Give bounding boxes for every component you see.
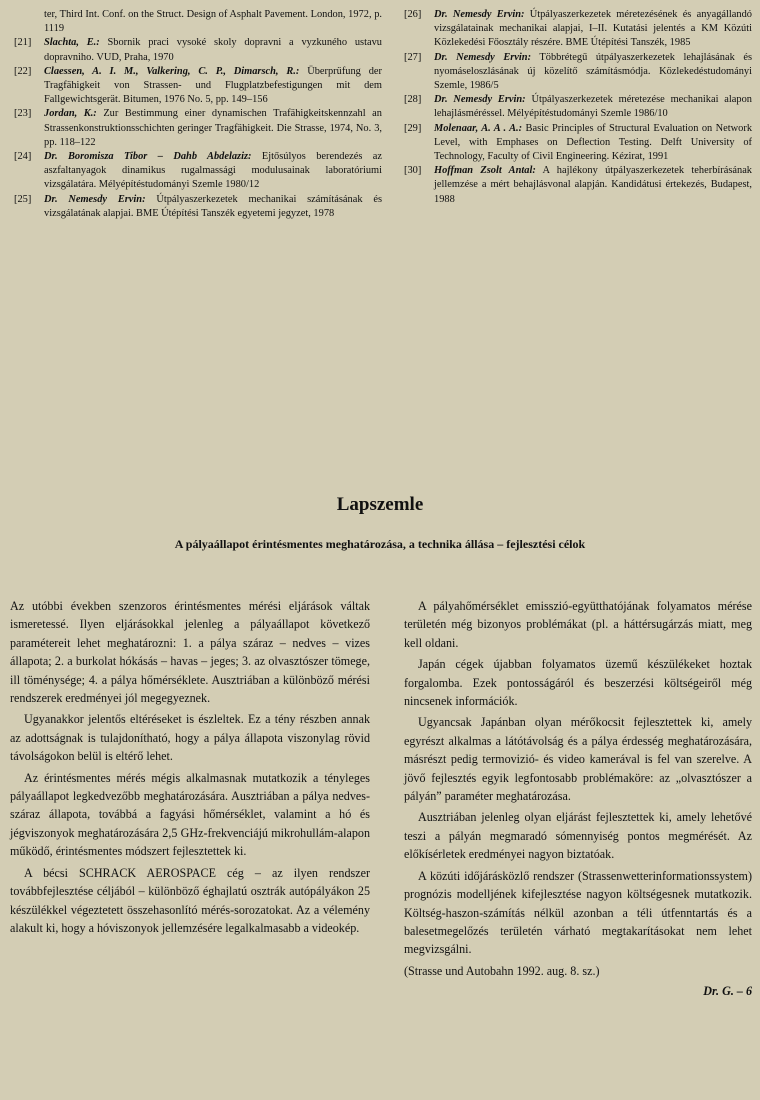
reference-item [404,164,752,207]
reference-text: Basic Principles of Structural Evaluation on Network Level, with Emphases on Deflection Testing. Delft University of Technology, Faculty of Civil Engineering. Kézirat, 1991 [434,122,753,163]
reference-author: Jordan, K.: [44,108,97,120]
article-left-column [10,597,370,940]
reference-item [14,107,382,150]
reference-item [14,150,382,193]
reference-text: Útpályaszerkezetek méretezésének és anyagállandó vizsgálatainak mechanikai alapjai, I–II. Kutatási jelentés a KM Közúti Közlekedési Főosztály részére. BME Útépítési Tanszék, 1985 [434,9,752,49]
author-signature: Dr. G. – 6 [703,984,752,999]
reference-number: [29] [404,122,422,134]
paragraph: A pályahőmérséklet emisszió-együtthatójának folyamatos mérése területén még bizonyos problémákat (pl. a háttérsugárzás miatt, meg kell oldani. [404,599,752,650]
reference-number: [22] [14,65,32,77]
references-right-column [404,8,752,207]
reference-text: Útpályaszerkezetek méretezése mechanikai alapon lehajlásméréssel. Mélyépítéstudományi Szemle 1986/10 [434,94,753,120]
reference-author: Dr. Nemesdy Ervin: [44,193,146,205]
paragraph: Ugyanakkor jelentős eltéréseket is észleltek. Ez a tény részben annak az adottságnak is tulajdonítható, hogy a pálya állapota viszonylag rövid távolságokon belül is eltérő lehet. [10,712,370,764]
reference-text: Többrétegű útpályaszerkezetek lehajlásának és nyomáseloszlásának új közelítő számításmódja. Közlekedéstudományi Szemle, 1986/5 [434,51,752,92]
reference-number: [25] [14,193,32,205]
section-title: Lapszemle [336,494,424,515]
reference-number: [30] [404,165,422,177]
reference-author: Dr. Nemesdy Ervin: [434,9,525,20]
paragraph: Az érintésmentes mérés mégis alkalmasnak mutatkozik a tényleges pályaállapot legkedvezőbb meghatározására. Ausztriában a pálya nedves-száraz állapota, továbbá a fagyási hőmérséklet, valamint a hó és jégviszonyok meghatározására 2,5 GHz-frekvenciájú mikrohullám-alapon működő, érintésmentes módszert fejlesztettek ki. [10,770,370,859]
reference-number: [28] [404,94,422,106]
reference-author: Dr. Nemesdy Ervin: [434,94,526,106]
references-left-column [14,8,382,221]
reference-author: Hoffman Zsolt Antal: [434,165,536,177]
reference-author: Slachta, E.: [44,37,100,49]
reference-text: Útpályaszerkezetek mechanikai számításának és vizsgálatának alapjai. BME Útépítési Tanszék egyetemi jegyzet, 1978 [44,193,382,219]
paragraph: Az utóbbi években szenzoros érintésmentes mérési eljárások váltak ismeretessé. Ilyen eljárásokkal jelenleg a pályaállapot következő paramétereit lehet meghatározni: 1. a pálya száraz – nedves – vizes állapota; 2. a burkolat hókásás – havas – jeges; 3. az olvasztószer tömege, ill töménysége; 4. a pálya hőmérséklete. Ausztriában a különböző mérési rendszerek eredményei jól megegyeznek. [10,599,370,706]
reference-author: Claessen, A. I. M., Valkering, C. P., Dimarsch, R.: [44,65,300,77]
reference-number: [27] [404,51,422,63]
reference-number: [26] [404,9,422,20]
reference-continuation: ter, Third Int. Conf. on the Struct. Design of Asphalt Pavement. London, 1972, p. 1119 [44,9,382,35]
reference-item [404,8,752,51]
reference-text: Überprüfung der Tragfähigkeit von Strassen- und Flugplatzbefestigungen mit dem Fallgewichtsgerät. Bitumen, 1976 No. 5, pp. 149–156 [44,65,382,106]
paragraph: Ugyancsak Japánban olyan mérőkocsit fejlesztettek ki, amely egyrészt alkalmas a látótávolság és a pálya érdesség meghatározására, másrészt pedig termovizió- és video kamerával is fel van szerelve. A jövő fejlesztés egyik legfontosabb problémaköre: az „olvasztószer a pályán” paraméter meghatározása. [404,715,752,804]
paragraph: Ausztriában jelenleg olyan eljárást fejlesztettek ki, amely lehetővé teszi a pályán megmaradó sómennyiség pontos megmérését. Az előkísérletek eredményei nagyon biztatóak. [404,810,752,862]
paragraph: Japán cégek újabban folyamatos üzemű készülékeket hoztak forgalomba. Ezek pontosságáról és beszerzési költségeiről még nincsenek információk. [404,657,752,709]
paragraph: A közúti időjárásközlő rendszer (Strassenwetterinformationssystem) prognózis modelljének kifejlesztése nagyon költségesnek mutatkozik. Költség-haszon-számítás nélkül azonban a téli útfenntartás és a balesetmegelőzés területén várható megtakarításokat nem lehet megvizsgálni. [404,868,752,957]
reference-author: Molenaar, A. A . A.: [434,122,523,134]
reference-number: [23] [14,108,32,120]
reference-item [14,65,382,108]
reference-item [404,122,752,165]
reference-item [14,36,382,64]
reference-item [404,51,752,94]
reference-text: Zur Bestimmung einer dynamischen Trafähigkeitskennzahl an Strassenkonstruktionsschichten geringer Tragfähigkeit. Die Strasse, 1974, No. 3, pp. 118–122 [44,108,382,148]
reference-author: Dr. Boromisza Tibor – Dahb Abdelaziz: [44,151,252,163]
article-right-column [404,597,752,1001]
paragraph: A bécsi SCHRACK AEROSPACE cég – az ilyen rendszer továbbfejlesztése céljából – különböző éghajlatú osztrák autópályákon 25 készülékkel végeztetett összehasonlító mérés-sorozatokat. Az a vélemény alakult ki, hogy a hóviszonyok jellemzésére legalkalmasabb a videokép. [10,865,370,935]
reference-author: Dr. Nemesdy Ervin: [434,51,532,63]
article-subtitle: A pályaállapot érintésmentes meghatározása, a technika állása – fejlesztési célok [174,537,586,551]
reference-item [404,93,752,121]
reference-item [14,193,382,221]
reference-text: Ejtősúlyos berendezés az aszfaltanyagok dinamikus rugalmassági modulusainak laboratóriumi vizsgálatára. Mélyépítéstudományi Szemle 1980/12 [44,151,383,191]
reference-number: [21] [14,37,32,49]
source-citation: (Strasse und Autobahn 1992. aug. 8. sz.) [404,963,600,978]
reference-text: Sbornik praci vysoké skoly dopravni a vyzkuného ustavu dopravniho. VUD, Praha, 1970 [44,37,382,63]
reference-number: [24] [14,151,32,163]
reference-text: A hajlékony útpályaszerkezetek teherbírásának jellemzése a mért behajlásvonal alapján. Kandidátusi értekezés, Budapest, 1988 [434,165,753,205]
